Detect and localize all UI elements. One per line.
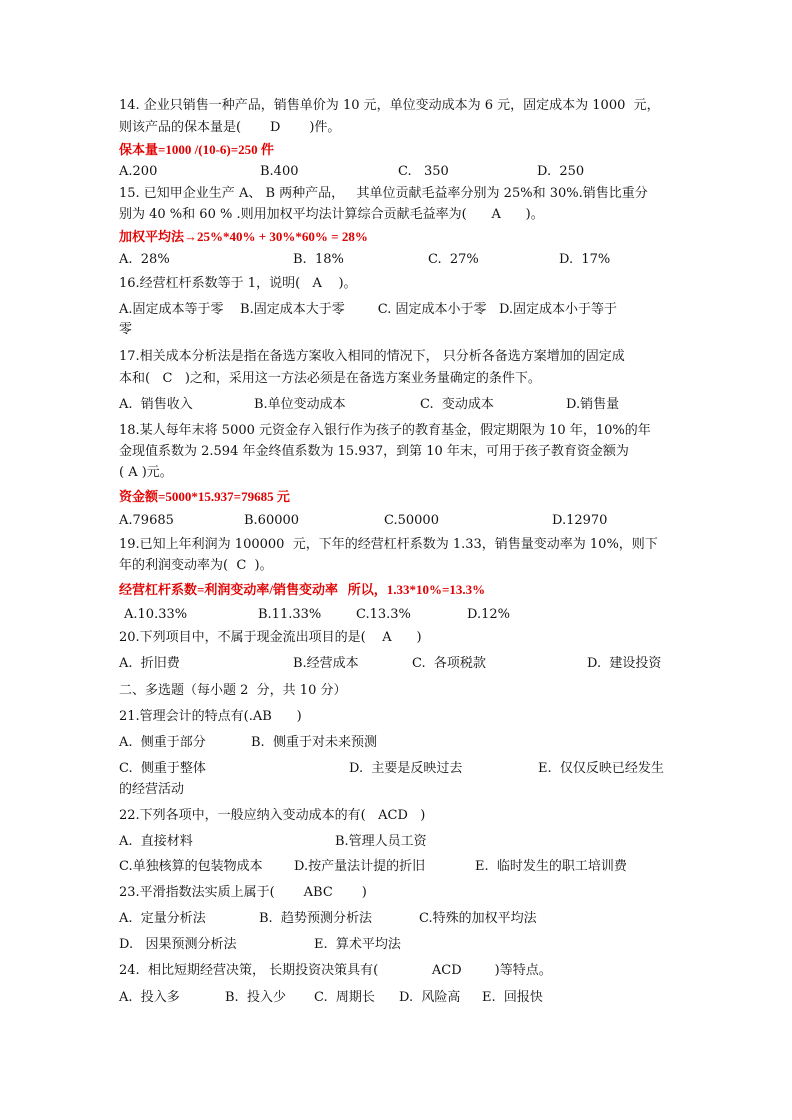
q15-option-c: C. 27% [428,252,479,267]
q23-option-a: A. 定量分析法 [119,911,206,926]
q14-line1: 14. 企业只销售一种产品，销售单价为 10 元，单位变动成本为 6 元，固定成本为 1000 元， [119,98,660,113]
q18-option-d: D.12970 [552,513,608,528]
q20-line1: 20.下列项目中，不属于现金流出项目的是( A ) [119,630,422,645]
q19-option-a: A.10.33% [124,607,188,622]
q22-option-b: B.管理人员工资 [335,834,427,849]
q18-answer: 资金额=5000*15.937=79685 元 [119,489,290,504]
q21-option-c: C. 侧重于整体 [119,761,206,776]
q16-options-wrap: 零 [119,322,133,337]
q18-line2: 金现值系数为 2.594 年金终值系数为 15.937，到第 10 年末，可用于孩子教育资金额为 [119,444,629,459]
q22-option-c: C.单独核算的包装物成本 [119,859,263,874]
q15-option-b: B. 18% [293,252,344,267]
q23-option-d: D. 因果预测分析法 [119,937,237,952]
q24-option-b: B. 投入少 [225,990,286,1005]
q22-option-d: D.按产量法计提的折旧 [294,859,426,874]
q17-line1: 17.相关成本分析法是指在备选方案收入相同的情况下， 只分析各备选方案增加的固定成 [119,349,625,364]
q17-option-c: C. 变动成本 [420,397,494,412]
q15-answer: 加权平均法→25%*40% + 30%*60% = 28% [119,229,368,244]
q18-option-c: C.50000 [384,513,439,528]
q24-line1: 24. 相比短期经营决策， 长期投资决策具有( ACD )等特点。 [119,963,552,978]
q14-option-b: B.400 [260,164,299,179]
q15-option-d: D. 17% [559,252,611,267]
q24-option-c: C. 周期长 [314,990,375,1005]
q22-option-e: E. 临时发生的职工培训费 [475,859,627,874]
q20-option-d: D. 建设投资 [587,656,662,671]
q20-option-a: A. 折旧费 [119,656,180,671]
q18-line1: 18.某人每年末将 5000 元资金存入银行作为孩子的教育基金，假定期限为 10 年，10%的年 [119,423,651,438]
q17-option-b: B.单位变动成本 [254,397,346,412]
q22-line1: 22.下列各项中，一般应纳入变动成本的有( ACD ) [119,808,426,823]
q19-option-d: D.12% [467,607,510,622]
section-heading: 二、多选题（每小题 2 分，共 10 分） [119,683,347,698]
q24-option-a: A. 投入多 [119,990,180,1005]
q23-line1: 23.平滑指数法实质上属于( ABC ) [119,885,367,900]
q14-option-c: C. 350 [398,164,449,179]
q17-option-a: A. 销售收入 [119,397,193,412]
q19-option-b: B.11.33% [258,607,322,622]
q21-option-wrap: 的经营活动 [119,782,185,797]
q19-line1: 19.已知上年利润为 100000 元，下年的经营杠杆系数为 1.33，销售量变动率为 10%，则下 [119,537,658,552]
q18-option-a: A.79685 [119,513,174,528]
q23-option-b: B. 趋势预测分析法 [259,911,372,926]
q20-option-b: B.经营成本 [293,656,359,671]
q14-answer: 保本量=1000 /(10-6)=250 件 [119,142,274,157]
q16-options: A.固定成本等于零 B.固定成本大于零 C. 固定成本小于零 D.固定成本小于等于 [119,302,618,317]
q23-option-c: C.特殊的加权平均法 [419,911,537,926]
q14-line2: 则该产品的保本量是( D )件。 [119,120,341,135]
q14-option-a: A.200 [119,164,158,179]
q21-option-e: E. 仅仅反映已经发生 [538,761,664,776]
q21-line1: 21.管理会计的特点有(.AB ) [119,709,302,724]
q23-option-e: E. 算术平均法 [314,937,401,952]
q24-option-d: D. 风险高 [399,990,461,1005]
q15-line1: 15. 已知甲企业生产 A、 B 两种产品， 其单位贡献毛益率分别为 25%和 30%.销售比重分 [119,186,648,201]
q24-option-e: E. 回报快 [482,990,543,1005]
q21-option-b: B. 侧重于对未来预测 [251,735,377,750]
q21-option-d: D. 主要是反映过去 [349,761,463,776]
q19-answer: 经营杠杆系数=利润变动率/销售变动率 所以，1.33*10%=13.3% [119,582,486,597]
q18-option-b: B.60000 [244,513,300,528]
q21-option-a: A. 侧重于部分 [119,735,206,750]
q19-option-c: C.13.3% [356,607,411,622]
q18-line3: ( A )元。 [119,465,173,480]
q22-option-a: A. 直接材料 [119,834,193,849]
q17-option-d: D.销售量 [566,397,620,412]
q15-line2: 别为 40 %和 60 % .则用加权平均法计算综合贡献毛益率为( A )。 [119,207,544,222]
q20-option-c: C. 各项税款 [412,656,486,671]
q17-line2: 本和( C )之和，采用这一方法必须是在备选方案业务量确定的条件下。 [119,371,541,386]
q19-line2: 年的利润变动率为( C )。 [119,558,273,573]
q16-line1: 16.经营杠杆系数等于 1，说明( A )。 [119,276,357,291]
q15-option-a: A. 28% [119,252,170,267]
q14-option-d: D. 250 [537,164,585,179]
